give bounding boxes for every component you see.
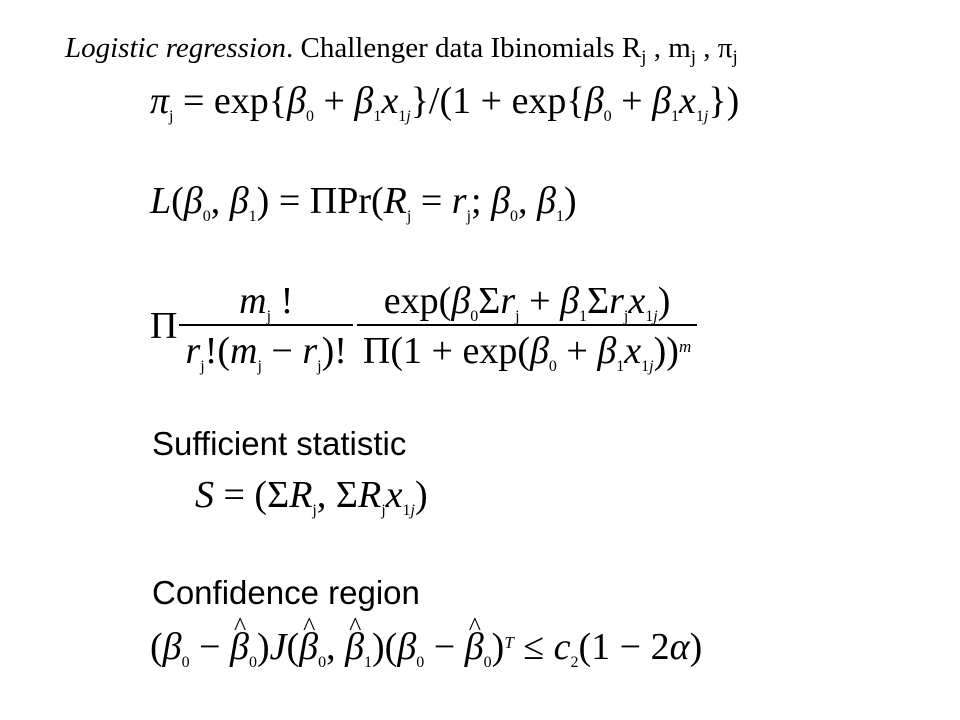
title-sub-3: j: [732, 47, 738, 68]
title-text-1: . Challenger data Ibinomials R: [286, 32, 642, 64]
slide-title: [65, 32, 738, 68]
equation-sufficient-statistic: $S = (\Sigma R_j$, $\Sigma R_jx_{1j}$): [195, 474, 428, 519]
equation-likelihood: $L(\beta_0$, $\beta_1) = \Pi Pr(R_j = r_j$; $\beta_0$, $\beta_1$): [150, 180, 577, 225]
equation-confidence-region: ($\beta_0$ − ^ $\beta_0)J(\^{}$ $\beta_0$, ^ $\beta_1)(\beta_0$ − ^ $\beta_0)^T \le c_2(1 - 2\alpha)$: [150, 628, 702, 666]
title-sub-2: j: [690, 47, 697, 68]
title-text-2: , m: [646, 32, 691, 64]
heading-confidence-region: Confidence region: [152, 574, 420, 611]
title-text-3: , π: [696, 32, 733, 64]
equation-pi-definition: $\pi_j = \exp\{\beta_0 + \beta_1x_{1j}\}/(1 + \exp\{\beta_0 + \beta_1x_{1j}\})$: [150, 80, 740, 125]
title-sub-1: j: [641, 47, 647, 68]
title-italic: Logistic regression: [65, 32, 286, 64]
equation-likelihood-expanded: Π $\frac{m_j !}{r_j!(m_j - r_j)!}$ $\frac{\exp(\beta_0\Sigma r_j + \beta_1\Sigma r_jx_{1j})}{\Pi(1 + \exp(\beta_0 + \beta_1x_{1j}))^m}$: [150, 282, 699, 370]
heading-sufficient-statistic: Sufficient statistic: [152, 425, 407, 462]
